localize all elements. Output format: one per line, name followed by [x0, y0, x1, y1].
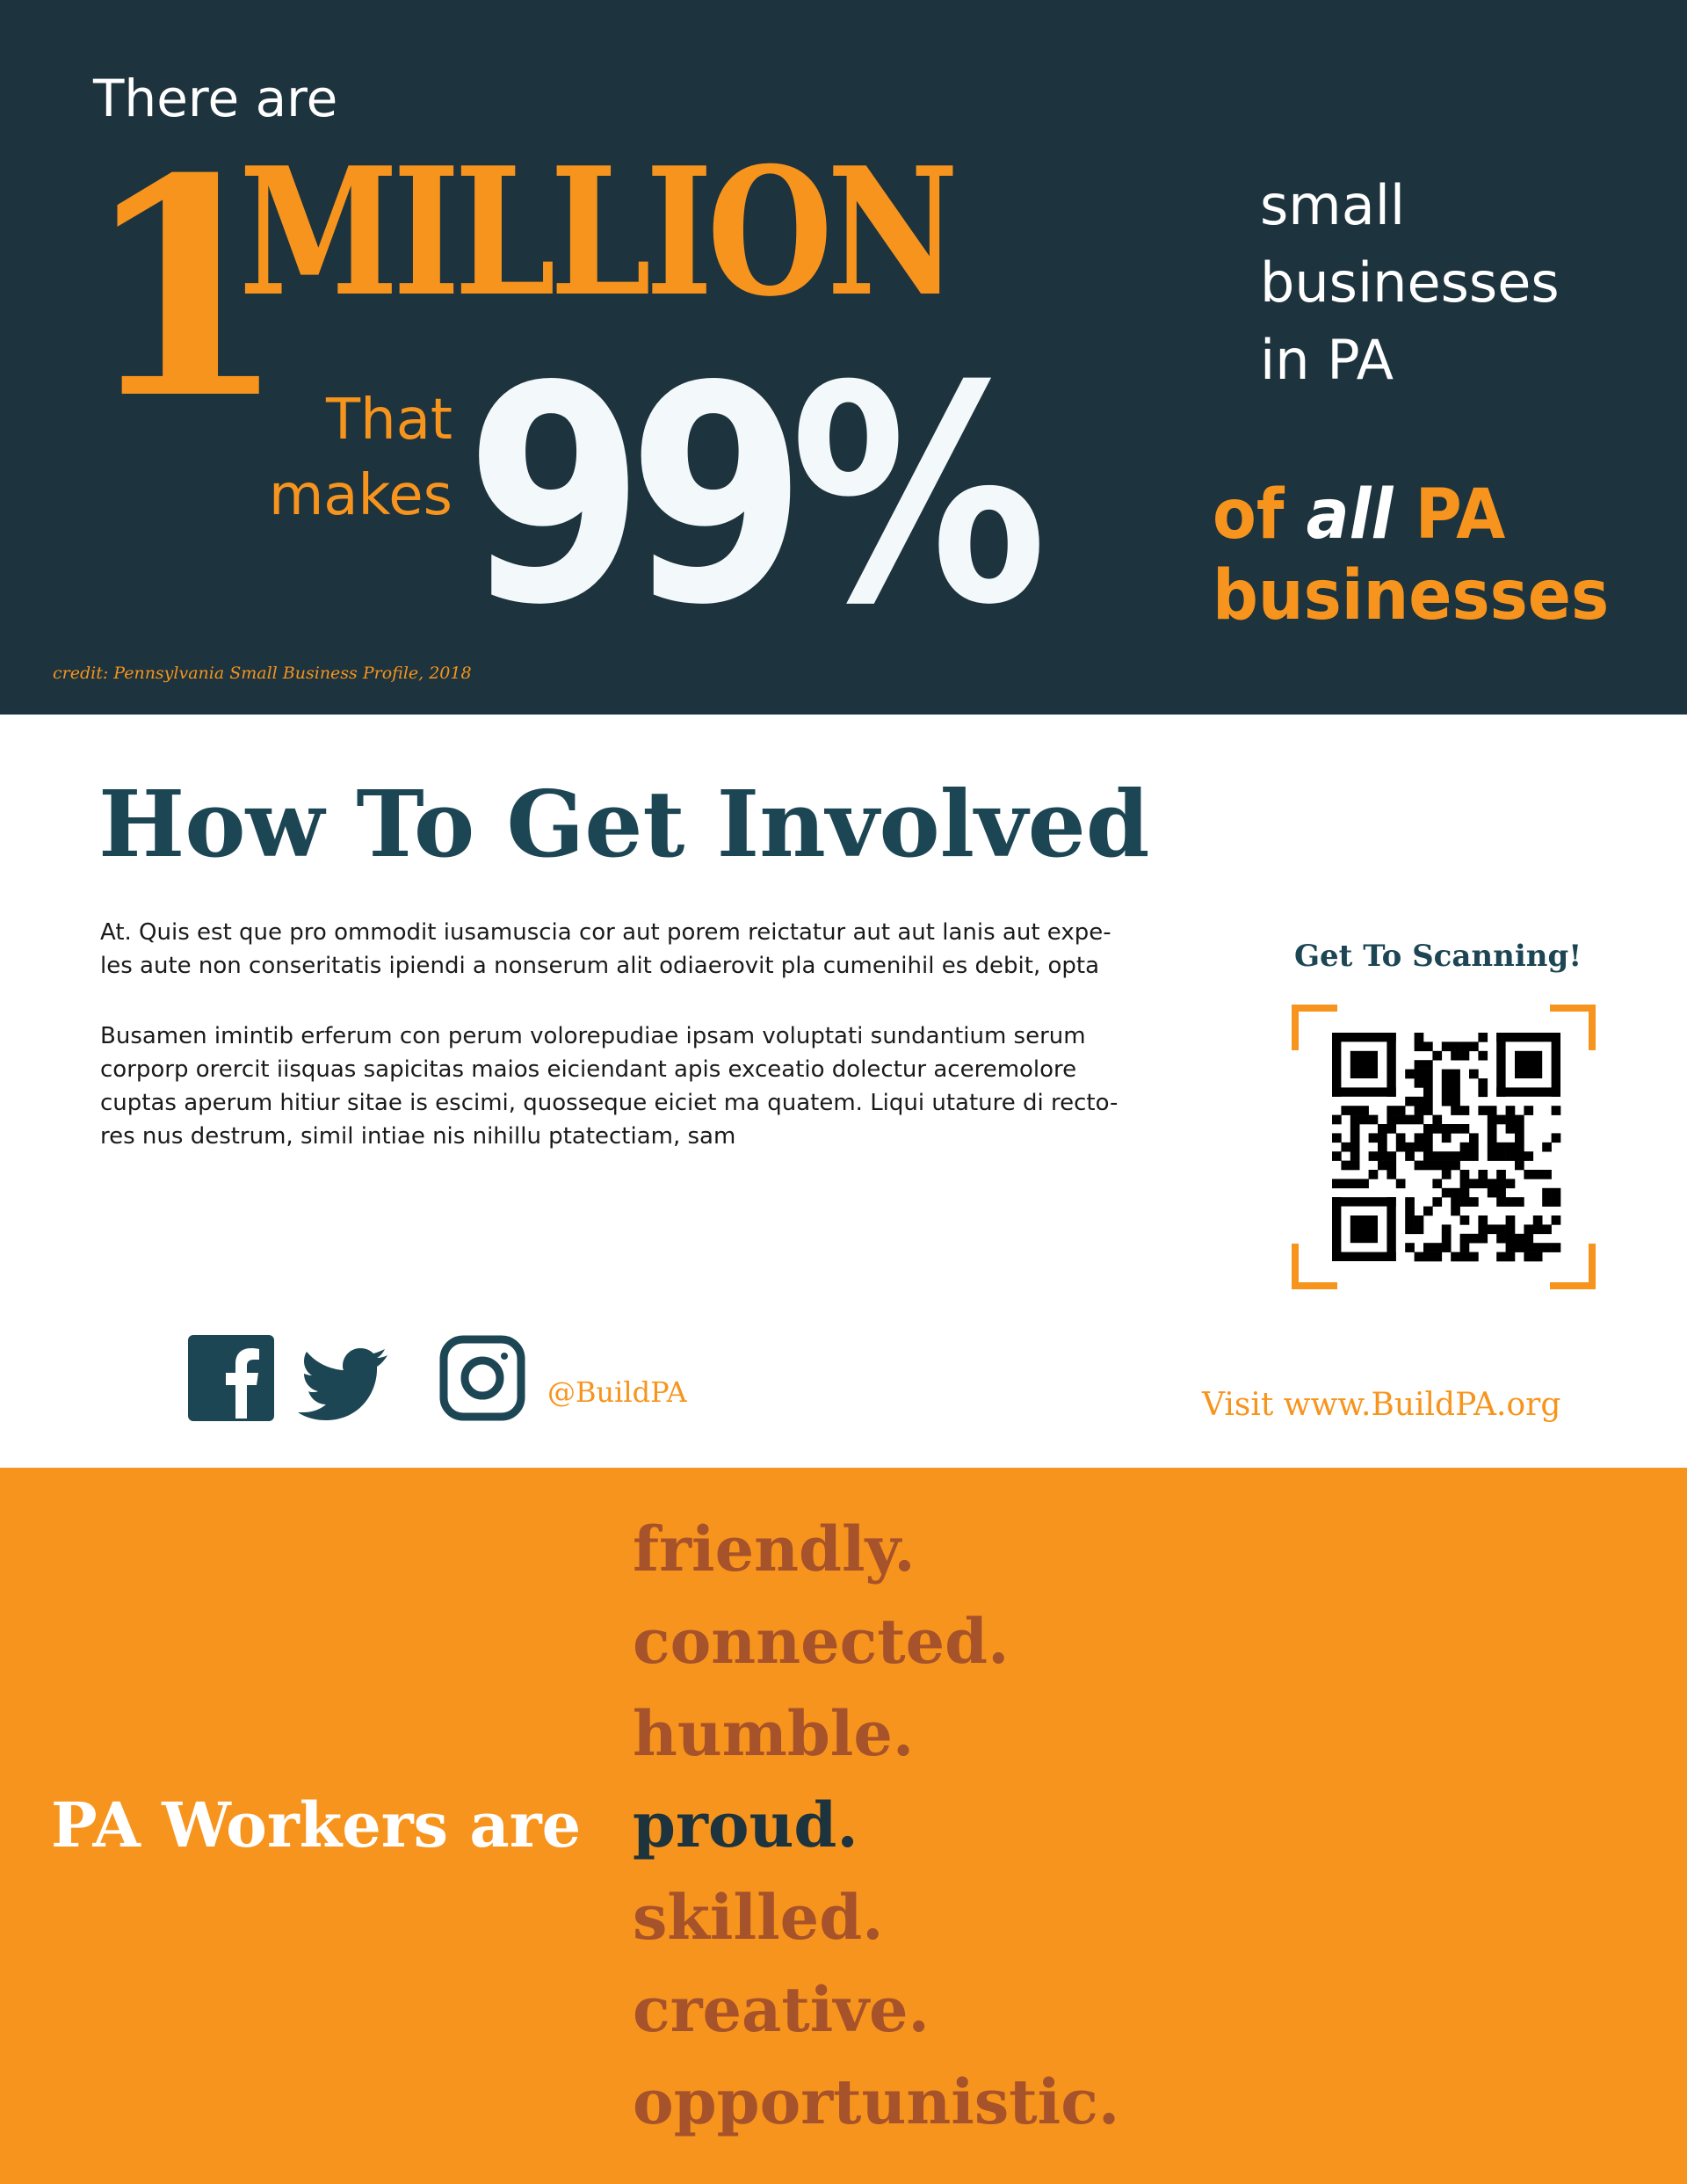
worker-trait-highlight: proud. [633, 1789, 858, 1861]
side-line: small [1260, 173, 1406, 237]
stats-banner [0, 0, 1687, 715]
percent-figure: 99% [466, 323, 1032, 671]
worker-trait: opportunistic. [633, 2065, 1120, 2138]
paragraph-line: Busamen imintib erferum con perum volorepudiae ipsam voluptati sundantium serum [100, 1023, 1086, 1049]
paragraph-line: res nus destrum, simil intiae nis nihillu ptatectiam, sam [100, 1123, 736, 1150]
workers-lead: PA Workers are [51, 1789, 582, 1861]
big-number: 1 [81, 114, 280, 465]
paragraph-line: corporp orercit iisquas sapicitas maios eiciendant apis exceatio dolectur aceremolore [100, 1056, 1077, 1083]
facebook-icon[interactable] [188, 1335, 274, 1421]
makes-line: makes [268, 463, 453, 528]
worker-trait: humble. [633, 1697, 915, 1770]
website-link[interactable]: Visit www.BuildPA.org [1202, 1387, 1561, 1423]
paragraph-1 [100, 916, 1111, 983]
paragraph-line: At. Quis est que pro ommodit iusamuscia cor aut porem reictatur aut aut lanis aut expe- [100, 919, 1111, 946]
worker-trait: connected. [633, 1605, 1010, 1678]
side-line: businesses [1260, 250, 1560, 315]
intro-text: There are [93, 69, 338, 128]
scan-label: Get To Scanning! [1294, 939, 1582, 974]
twitter-icon[interactable] [298, 1348, 387, 1420]
small-businesses-text [1260, 167, 1560, 399]
paragraph-line: cuptas aperum hitiur sitae is escimi, quosseque eiciet ma quatem. Liqui utature di recto- [100, 1090, 1119, 1116]
credit-line: credit: Pennsylvania Small Business Profile, 2018 [53, 664, 472, 683]
worker-trait: friendly. [633, 1513, 916, 1585]
paragraph-2 [100, 1019, 1118, 1153]
qr-modules [1332, 1033, 1560, 1261]
paragraph-line: les aute non conseritatis ipiendi a nonserum alit odiaerovit pla cumenihil es debit, opta [100, 953, 1100, 979]
makes-line: That [326, 388, 453, 453]
of-suffix: PA [1393, 475, 1506, 555]
that-makes-text [264, 382, 453, 533]
social-handle[interactable]: @BuildPA [547, 1375, 687, 1409]
of-prefix: of [1213, 475, 1307, 555]
social-icons [187, 1334, 525, 1422]
million-word: MILLION [239, 129, 953, 336]
all-emphasis: all [1306, 475, 1394, 555]
instagram-icon[interactable] [444, 1339, 521, 1417]
workers-section [0, 1468, 1687, 2184]
businesses-word: businesses [1213, 556, 1610, 635]
of-all-pa-text [1213, 475, 1609, 636]
section-title: How To Get Involved [98, 770, 1150, 878]
qr-code[interactable] [1292, 1005, 1596, 1289]
side-line: in PA [1260, 328, 1394, 392]
worker-trait: skilled. [633, 1881, 884, 1954]
worker-trait: creative. [633, 1973, 930, 2046]
